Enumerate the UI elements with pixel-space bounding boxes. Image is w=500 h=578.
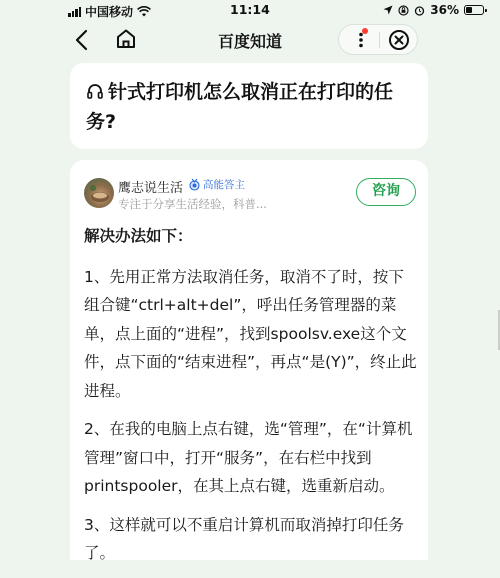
capsule-divider bbox=[379, 32, 380, 48]
status-time: 11:14 bbox=[230, 2, 270, 17]
close-icon[interactable] bbox=[388, 29, 410, 51]
lock-rotation-icon bbox=[398, 5, 409, 16]
author-name[interactable]: 鹰志说生活 bbox=[118, 181, 184, 196]
page-title: 百度知道 bbox=[217, 32, 282, 51]
badge-label: 高能答主 bbox=[203, 179, 245, 191]
more-icon[interactable] bbox=[352, 31, 370, 49]
answer-card bbox=[70, 160, 428, 560]
consult-button[interactable]: 咨询 bbox=[356, 178, 416, 206]
battery-icon bbox=[464, 5, 484, 15]
status-bar bbox=[0, 0, 500, 20]
answer-paragraph: 3、这样就可以不重启计算机而取消掉打印任务了。 bbox=[84, 515, 404, 562]
nav-bar bbox=[0, 20, 500, 60]
battery-percent: 36% bbox=[430, 3, 459, 17]
answer-heading: 解决办法如下： bbox=[84, 227, 193, 245]
alarm-icon bbox=[414, 5, 425, 16]
carrier-label: 中国移动 bbox=[85, 5, 134, 19]
medal-icon bbox=[188, 178, 201, 191]
author-description: 专注于分享生活经验，科普... bbox=[118, 197, 267, 211]
question-card bbox=[70, 63, 428, 149]
status-right bbox=[383, 3, 484, 17]
battery-fill bbox=[466, 7, 472, 13]
headphones-icon[interactable] bbox=[86, 82, 104, 100]
question-title: 针式打印机怎么取消正在打印的任务? bbox=[86, 81, 394, 133]
cellular-signal-icon bbox=[68, 7, 81, 17]
status-left bbox=[68, 3, 151, 20]
mini-program-capsule bbox=[338, 24, 418, 55]
answer-body bbox=[84, 222, 418, 578]
avatar-image bbox=[84, 178, 114, 208]
author-badge bbox=[188, 177, 245, 192]
question-title-row bbox=[86, 77, 416, 137]
answer-paragraph: 1、先用正常方法取消任务，取消不了时，按下组合键“ctrl+alt+del”，呼出任务管理器的菜单，点上面的“进程”，找到spoolsv.exe这个文件，点下面的“结束进程”，再点“是(Y)”，终止此进程。 bbox=[84, 267, 417, 400]
wifi-icon bbox=[137, 6, 151, 17]
location-icon bbox=[383, 5, 393, 15]
notification-dot bbox=[362, 28, 368, 34]
avatar[interactable] bbox=[84, 178, 114, 208]
answer-paragraph: 2、在我的电脑上点右键，选“管理”，在“计算机管理”窗口中，打开“服务”，在右栏中找到printspooler，在其上点右键，选重新启动。 bbox=[84, 420, 413, 495]
